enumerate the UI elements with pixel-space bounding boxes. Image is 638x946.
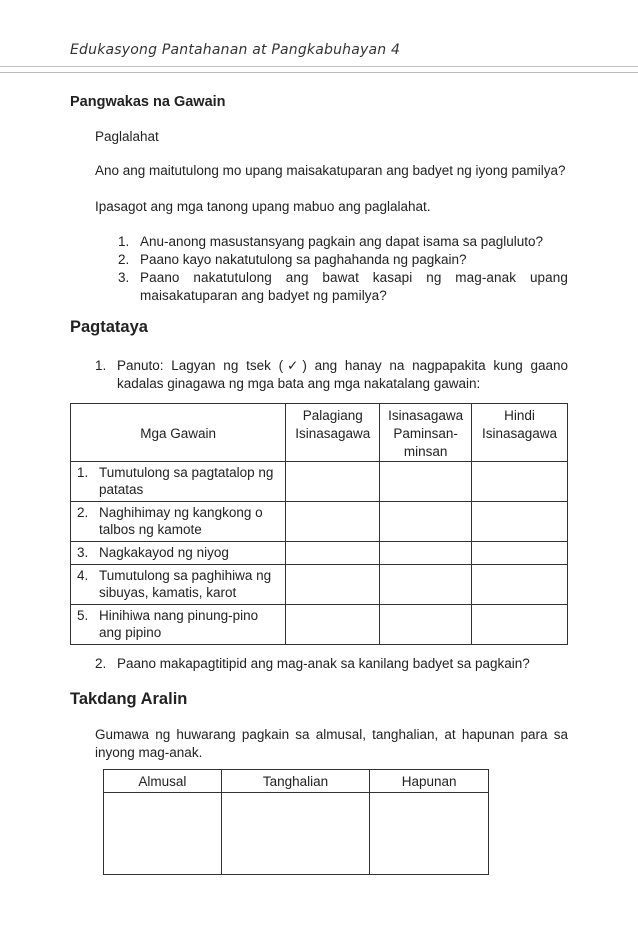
table-row [71, 542, 568, 565]
paglalahat-question: Ano ang maitutulong mo upang maisakatuparan ang badyet ng iyong pamilya? [95, 163, 566, 178]
pagtataya-item-2 [95, 655, 568, 673]
list-item-number: 2. [95, 656, 107, 671]
column-header: Palagiang Isinasagawa [286, 404, 380, 462]
check-cell[interactable] [286, 565, 380, 605]
task-cell [71, 502, 286, 542]
pagtataya-item-1 [95, 357, 568, 393]
check-cell[interactable] [380, 542, 472, 565]
column-header: Mga Gawain [71, 404, 286, 462]
running-header: Edukasyong Pantahanan at Pangkabuhayan 4 [70, 42, 401, 58]
list-item [118, 269, 568, 305]
check-cell[interactable] [286, 605, 380, 645]
row-number: 2. [77, 505, 89, 520]
list-item-number: 1. [118, 234, 130, 249]
check-cell[interactable] [472, 462, 568, 502]
takdang-aralin-instructions: Gumawa ng huwarang pagkain sa almusal, tanghalian, at hapunan para sa inyong mag-anak. [95, 727, 568, 760]
header-rule [0, 66, 638, 67]
check-cell[interactable] [472, 605, 568, 645]
tanghalian-answer-cell[interactable] [221, 793, 370, 875]
hapunan-answer-cell[interactable] [370, 793, 489, 875]
column-header: Tanghalian [221, 770, 370, 793]
section-heading-takdang-aralin: Takdang Aralin [70, 690, 188, 708]
list-item [118, 233, 568, 251]
task-cell [71, 462, 286, 502]
row-number: 5. [77, 608, 89, 623]
column-header: Hindi Isinasagawa [472, 404, 568, 462]
table-row [71, 605, 568, 645]
section-heading-pangwakas: Pangwakas na Gawain [70, 94, 226, 110]
check-cell[interactable] [472, 542, 568, 565]
section-heading-pagtataya: Pagtataya [70, 318, 148, 336]
check-cell[interactable] [286, 542, 380, 565]
check-cell[interactable] [472, 565, 568, 605]
list-item [118, 251, 568, 269]
column-header: Hapunan [370, 770, 489, 793]
row-text: Tumutulong sa paghihiwa ng sibuyas, kamatis, karot [99, 568, 272, 600]
almusal-answer-cell[interactable] [104, 793, 222, 875]
list-item-number: 1. [95, 358, 107, 373]
paglalahat-question-list [118, 233, 568, 305]
row-text: Nagkakayod ng niyog [99, 545, 229, 560]
list-item-text: Paano nakatutulong ang bawat kasapi ng mag-anak upang maisakatuparan ang badyet ng pamilya? [140, 270, 568, 303]
gawain-frequency-table [70, 403, 568, 645]
row-number: 4. [77, 568, 89, 583]
table-row [104, 793, 489, 875]
pagtataya-question-2: Paano makapagtitipid ang mag-anak sa kanilang badyet sa pagkain? [117, 656, 530, 671]
pagtataya-instructions: Panuto: Lagyan ng tsek (✓) ang hanay na nagpapakita kung gaano kadalas ginagawa ng mga bata ang mga nakatalang gawain: [117, 358, 568, 391]
paglalahat-instruction: Ipasagot ang mga tanong upang mabuo ang paglalahat. [95, 199, 431, 214]
check-cell[interactable] [286, 462, 380, 502]
task-cell [71, 542, 286, 565]
task-cell [71, 565, 286, 605]
list-item-number: 2. [118, 252, 130, 267]
column-header: Almusal [104, 770, 222, 793]
list-item-number: 3. [118, 270, 130, 285]
row-number: 1. [77, 465, 89, 480]
list-item-text: Paano kayo nakatutulong sa paghahanda ng pagkain? [140, 252, 467, 267]
row-number: 3. [77, 545, 89, 560]
check-cell[interactable] [380, 502, 472, 542]
table-header-row [104, 770, 489, 793]
paglalahat-label: Paglalahat [95, 129, 159, 144]
table-header-row [71, 404, 568, 462]
row-text: Naghihimay ng kangkong o talbos ng kamote [99, 505, 263, 537]
row-text: Hinihiwa nang pinung-pino ang pipino [99, 608, 259, 640]
header-rule-secondary [0, 72, 638, 73]
check-cell[interactable] [380, 462, 472, 502]
meal-plan-table [103, 769, 489, 875]
check-cell[interactable] [472, 502, 568, 542]
column-header: Isinasagawa Paminsan-minsan [380, 404, 472, 462]
table-row [71, 462, 568, 502]
table-row [71, 502, 568, 542]
task-cell [71, 605, 286, 645]
check-cell[interactable] [380, 605, 472, 645]
list-item-text: Anu-anong masustansyang pagkain ang dapat isama sa pagluluto? [140, 234, 544, 249]
table-row [71, 565, 568, 605]
row-text: Tumutulong sa pagtatalop ng patatas [99, 465, 274, 497]
check-cell[interactable] [380, 565, 472, 605]
check-cell[interactable] [286, 502, 380, 542]
